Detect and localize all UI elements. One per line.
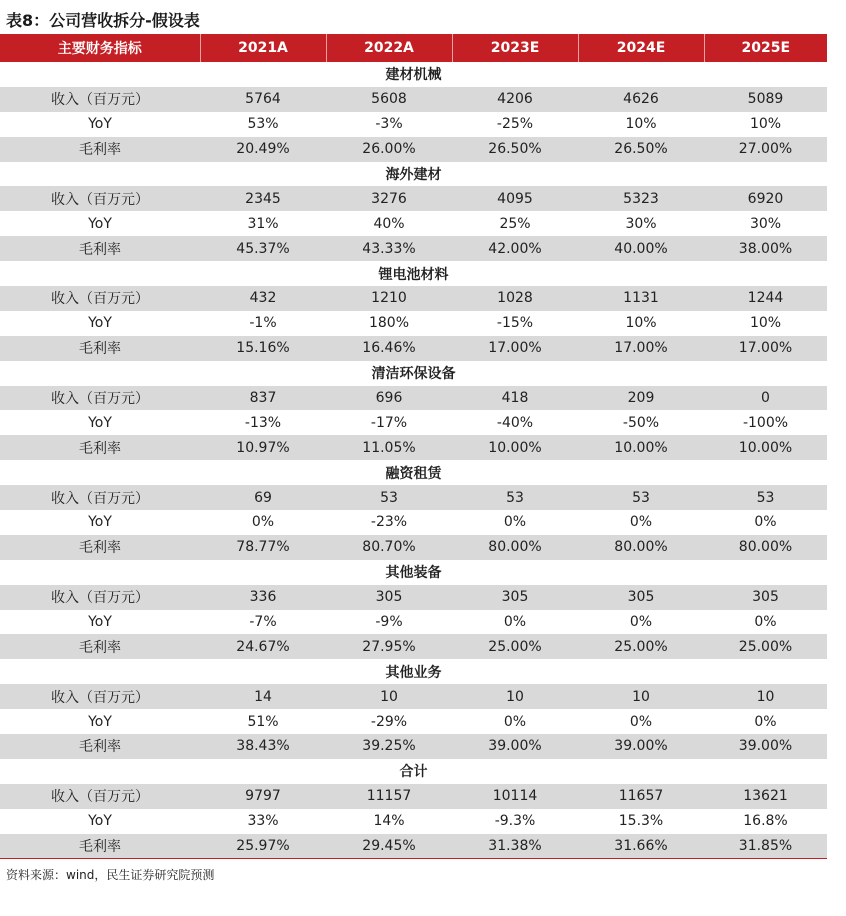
value-cell: 0% — [754, 514, 777, 531]
row-label: 收入（百万元） — [0, 186, 200, 211]
row-label: 毛利率 — [0, 834, 200, 859]
table-header-row — [0, 34, 827, 62]
table-body — [0, 62, 827, 859]
value-cell: 10% — [625, 116, 657, 133]
row-label: YoY — [88, 514, 112, 531]
value-cell: 27.95% — [326, 634, 452, 659]
header-cell: 2023E — [452, 34, 578, 62]
table-row — [0, 535, 827, 560]
row-label: 毛利率 — [0, 634, 200, 659]
row-label: 毛利率 — [0, 336, 200, 361]
table-title: 表8：公司营收拆分-假设表 — [6, 11, 200, 30]
table-row — [0, 510, 827, 535]
row-label: 收入（百万元） — [0, 286, 200, 311]
value-cell: 0 — [704, 386, 827, 411]
value-cell: -23% — [370, 514, 408, 531]
value-cell: 31.38% — [452, 834, 578, 859]
section-title: 海外建材 — [0, 162, 827, 187]
value-cell: 78.77% — [200, 535, 326, 560]
table-row — [0, 585, 827, 610]
value-cell: 5323 — [578, 186, 704, 211]
value-cell: 696 — [326, 386, 452, 411]
section-header-row — [0, 261, 827, 286]
value-cell: -17% — [370, 414, 408, 431]
value-cell: 2345 — [200, 186, 326, 211]
header-cell: 2025E — [704, 34, 827, 62]
value-cell: 51% — [247, 713, 279, 730]
value-cell: 27.00% — [704, 137, 827, 162]
value-cell: 25.00% — [704, 634, 827, 659]
value-cell: 13621 — [704, 784, 827, 809]
value-cell: 0% — [629, 614, 653, 631]
value-cell: 30% — [749, 215, 782, 232]
row-label: 收入（百万元） — [0, 386, 200, 411]
row-label: 毛利率 — [0, 535, 200, 560]
row-label: 收入（百万元） — [0, 585, 200, 610]
value-cell: 38.43% — [200, 734, 326, 759]
table-row — [0, 336, 827, 361]
value-cell: 24.67% — [200, 634, 326, 659]
section-title: 清洁环保设备 — [0, 361, 827, 386]
value-cell: 29.45% — [326, 834, 452, 859]
value-cell: 17.00% — [704, 336, 827, 361]
section-title: 建材机械 — [0, 62, 827, 87]
table-row — [0, 610, 827, 635]
table-row — [0, 734, 827, 759]
table-row — [0, 286, 827, 311]
source-note: 资料来源：wind，民生证券研究院预测 — [6, 868, 215, 882]
value-cell: 38.00% — [704, 236, 827, 261]
value-cell: 42.00% — [452, 236, 578, 261]
row-label: YoY — [88, 813, 112, 830]
value-cell: 305 — [704, 585, 827, 610]
value-cell: 30% — [625, 215, 657, 232]
value-cell: 4095 — [452, 186, 578, 211]
value-cell: 10 — [578, 684, 704, 709]
section-title: 其他业务 — [0, 659, 827, 684]
value-cell: 69 — [200, 485, 326, 510]
section-header-row — [0, 659, 827, 684]
value-cell: 10% — [749, 315, 782, 332]
value-cell: 53 — [578, 485, 704, 510]
value-cell: 45.37% — [200, 236, 326, 261]
section-header-row — [0, 460, 827, 485]
value-cell: 209 — [578, 386, 704, 411]
value-cell: 5608 — [326, 87, 452, 112]
value-cell: 39.00% — [452, 734, 578, 759]
value-cell: -1% — [249, 315, 277, 332]
value-cell: 80.00% — [452, 535, 578, 560]
value-cell: 1210 — [326, 286, 452, 311]
value-cell: 39.00% — [578, 734, 704, 759]
table-row — [0, 435, 827, 460]
value-cell: 17.00% — [578, 336, 704, 361]
value-cell: 39.25% — [326, 734, 452, 759]
value-cell: 10114 — [452, 784, 578, 809]
row-label: YoY — [88, 116, 112, 133]
value-cell: 1244 — [704, 286, 827, 311]
value-cell: 40.00% — [578, 236, 704, 261]
value-cell: 10.00% — [578, 435, 704, 460]
value-cell: 0% — [503, 614, 527, 631]
section-title: 其他装备 — [0, 560, 827, 585]
value-cell: -40% — [496, 414, 534, 431]
value-cell: -50% — [622, 414, 660, 431]
value-cell: 53 — [452, 485, 578, 510]
value-cell: 5764 — [200, 87, 326, 112]
value-cell: 305 — [326, 585, 452, 610]
table-row — [0, 784, 827, 809]
value-cell: 5089 — [704, 87, 827, 112]
value-cell: 26.50% — [452, 137, 578, 162]
value-cell: 10% — [749, 116, 782, 133]
value-cell: -7% — [249, 614, 277, 631]
section-title: 锂电池材料 — [0, 261, 827, 286]
header-cell: 2022A — [326, 34, 452, 62]
value-cell: 15.16% — [200, 336, 326, 361]
table-row — [0, 186, 827, 211]
row-label: YoY — [88, 713, 112, 730]
value-cell: 31.66% — [578, 834, 704, 859]
value-cell: 0% — [503, 514, 527, 531]
row-label: YoY — [88, 215, 112, 232]
value-cell: 0% — [503, 713, 527, 730]
value-cell: 40% — [373, 215, 405, 232]
section-header-row — [0, 759, 827, 784]
value-cell: 11157 — [326, 784, 452, 809]
section-header-row — [0, 162, 827, 187]
value-cell: -9% — [375, 614, 403, 631]
value-cell: 80.00% — [704, 535, 827, 560]
value-cell: 11.05% — [326, 435, 452, 460]
value-cell: 305 — [452, 585, 578, 610]
row-label: YoY — [88, 315, 112, 332]
value-cell: 10 — [452, 684, 578, 709]
value-cell: 10.97% — [200, 435, 326, 460]
value-cell: 25.00% — [578, 634, 704, 659]
value-cell: -9.3% — [494, 813, 536, 830]
row-label: YoY — [88, 614, 112, 631]
table-row — [0, 410, 827, 435]
value-cell: 33% — [247, 813, 279, 830]
row-label: 收入（百万元） — [0, 784, 200, 809]
value-cell: 43.33% — [326, 236, 452, 261]
row-label: 毛利率 — [0, 734, 200, 759]
value-cell: 17.00% — [452, 336, 578, 361]
value-cell: 1028 — [452, 286, 578, 311]
value-cell: 3276 — [326, 186, 452, 211]
value-cell: 10 — [326, 684, 452, 709]
table-row — [0, 137, 827, 162]
value-cell: 16.46% — [326, 336, 452, 361]
value-cell: 0% — [754, 713, 777, 730]
value-cell: 305 — [578, 585, 704, 610]
value-cell: 80.00% — [578, 535, 704, 560]
value-cell: 4626 — [578, 87, 704, 112]
row-label: YoY — [88, 414, 112, 431]
section-title: 融资租赁 — [0, 460, 827, 485]
table-row — [0, 112, 827, 137]
value-cell: 6920 — [704, 186, 827, 211]
row-label: 毛利率 — [0, 137, 200, 162]
row-label: 收入（百万元） — [0, 684, 200, 709]
value-cell: 25% — [499, 215, 531, 232]
table-row — [0, 809, 827, 834]
table-row — [0, 236, 827, 261]
value-cell: 14% — [373, 813, 405, 830]
value-cell: 837 — [200, 386, 326, 411]
value-cell: 25.00% — [452, 634, 578, 659]
value-cell: 0% — [629, 514, 653, 531]
value-cell: -3% — [375, 116, 403, 133]
value-cell: 0% — [754, 614, 777, 631]
value-cell: 4206 — [452, 87, 578, 112]
value-cell: 20.49% — [200, 137, 326, 162]
value-cell: 10 — [704, 684, 827, 709]
table-row — [0, 709, 827, 734]
table-row — [0, 634, 827, 659]
value-cell: 0% — [629, 713, 653, 730]
table-row — [0, 684, 827, 709]
header-cell: 主要财务指标 — [0, 34, 200, 62]
value-cell: 1131 — [578, 286, 704, 311]
value-cell: 14 — [200, 684, 326, 709]
value-cell: 25.97% — [200, 834, 326, 859]
value-cell: 11657 — [578, 784, 704, 809]
value-cell: 26.00% — [326, 137, 452, 162]
table-row — [0, 834, 827, 859]
row-label: 收入（百万元） — [0, 485, 200, 510]
value-cell: 10.00% — [704, 435, 827, 460]
value-cell: 53% — [247, 116, 279, 133]
value-cell: -15% — [496, 315, 534, 332]
table-row — [0, 311, 827, 336]
value-cell: 16.8% — [743, 813, 788, 830]
value-cell: 0% — [251, 514, 275, 531]
header-cell: 2021A — [200, 34, 326, 62]
value-cell: 418 — [452, 386, 578, 411]
value-cell: 31% — [247, 215, 279, 232]
header-cell: 2024E — [578, 34, 704, 62]
value-cell: 336 — [200, 585, 326, 610]
section-header-row — [0, 560, 827, 585]
table-row — [0, 87, 827, 112]
value-cell: -25% — [496, 116, 534, 133]
section-header-row — [0, 361, 827, 386]
financial-table — [0, 34, 827, 859]
value-cell: 31.85% — [704, 834, 827, 859]
value-cell: 26.50% — [578, 137, 704, 162]
value-cell: 9797 — [200, 784, 326, 809]
value-cell: 39.00% — [704, 734, 827, 759]
value-cell: -29% — [370, 713, 408, 730]
row-label: 毛利率 — [0, 435, 200, 460]
section-title: 合计 — [0, 759, 827, 784]
value-cell: 80.70% — [326, 535, 452, 560]
table-row — [0, 386, 827, 411]
section-header-row — [0, 62, 827, 87]
value-cell: 15.3% — [618, 813, 664, 830]
table-row — [0, 211, 827, 236]
value-cell: 53 — [704, 485, 827, 510]
value-cell: 180% — [368, 315, 410, 332]
table-row — [0, 485, 827, 510]
row-label: 收入（百万元） — [0, 87, 200, 112]
value-cell: 10% — [625, 315, 657, 332]
value-cell: 432 — [200, 286, 326, 311]
value-cell: -100% — [742, 414, 789, 431]
value-cell: 53 — [326, 485, 452, 510]
value-cell: 10.00% — [452, 435, 578, 460]
row-label: 毛利率 — [0, 236, 200, 261]
value-cell: -13% — [244, 414, 282, 431]
